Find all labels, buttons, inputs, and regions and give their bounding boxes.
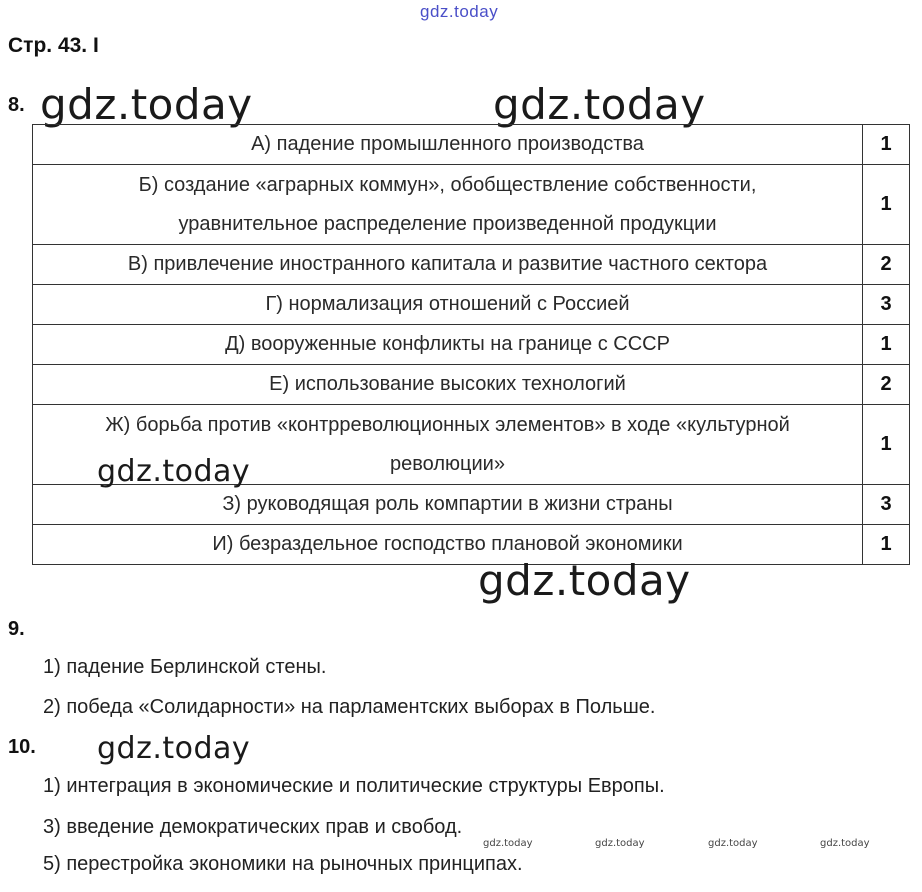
row-text: А) падение промышленного производства (33, 125, 863, 165)
watermark-q8-left: gdz.today (40, 80, 253, 129)
row-answer: 1 (863, 405, 910, 485)
row-text: Г) нормализация отношений с Россией (33, 285, 863, 325)
row-text: Б) создание «аграрных коммун», обобществление собственности, уравнительное распределение произведенной продукции (33, 165, 863, 245)
row-answer: 2 (863, 365, 910, 405)
page-title: Стр. 43. I (8, 34, 99, 57)
row-answer: 3 (863, 485, 910, 525)
watermark-table-left: gdz.today (97, 454, 251, 489)
watermark-footer-1: gdz.today (483, 838, 533, 849)
table-row (33, 485, 910, 525)
table-row (33, 245, 910, 285)
watermark-footer-3: gdz.today (708, 838, 758, 849)
row-text: И) безраздельное господство плановой экономики (33, 525, 863, 565)
answers-table (32, 124, 910, 565)
watermark-footer-4: gdz.today (820, 838, 870, 849)
watermark-footer-2: gdz.today (595, 838, 645, 849)
table-row (33, 525, 910, 565)
row-answer: 2 (863, 245, 910, 285)
table-row (33, 125, 910, 165)
row-answer: 1 (863, 525, 910, 565)
row-answer: 3 (863, 285, 910, 325)
list-item: 2) победа «Солидарности» на парламентских выборах в Польше. (43, 696, 656, 718)
row-answer: 1 (863, 325, 910, 365)
list-item: 1) интеграция в экономические и политические структуры Европы. (43, 775, 665, 797)
table-row (33, 285, 910, 325)
row-answer: 1 (863, 165, 910, 245)
question-9-number: 9. (8, 618, 25, 640)
watermark-q8-right: gdz.today (493, 80, 706, 129)
table-row (33, 365, 910, 405)
row-answer: 1 (863, 125, 910, 165)
row-text: В) привлечение иностранного капитала и развитие частного сектора (33, 245, 863, 285)
watermark-q10: gdz.today (97, 731, 251, 766)
row-text: Д) вооруженные конфликты на границе с СССР (33, 325, 863, 365)
question-10-number: 10. (8, 736, 36, 758)
watermark-top: gdz.today (420, 2, 499, 21)
table-row (33, 325, 910, 365)
watermark-table-bottom: gdz.today (478, 556, 691, 605)
table-row (33, 165, 910, 245)
row-text: Ж) борьба против «контрреволюционных элементов» в ходе «культурной революции» (33, 405, 863, 485)
list-item: 5) перестройка экономики на рыночных принципах. (43, 853, 523, 875)
row-text: З) руководящая роль компартии в жизни страны (33, 485, 863, 525)
list-item: 1) падение Берлинской стены. (43, 656, 327, 678)
row-text: Е) использование высоких технологий (33, 365, 863, 405)
question-8-number: 8. (8, 94, 25, 116)
list-item: 3) введение демократических прав и свобод. (43, 816, 463, 838)
